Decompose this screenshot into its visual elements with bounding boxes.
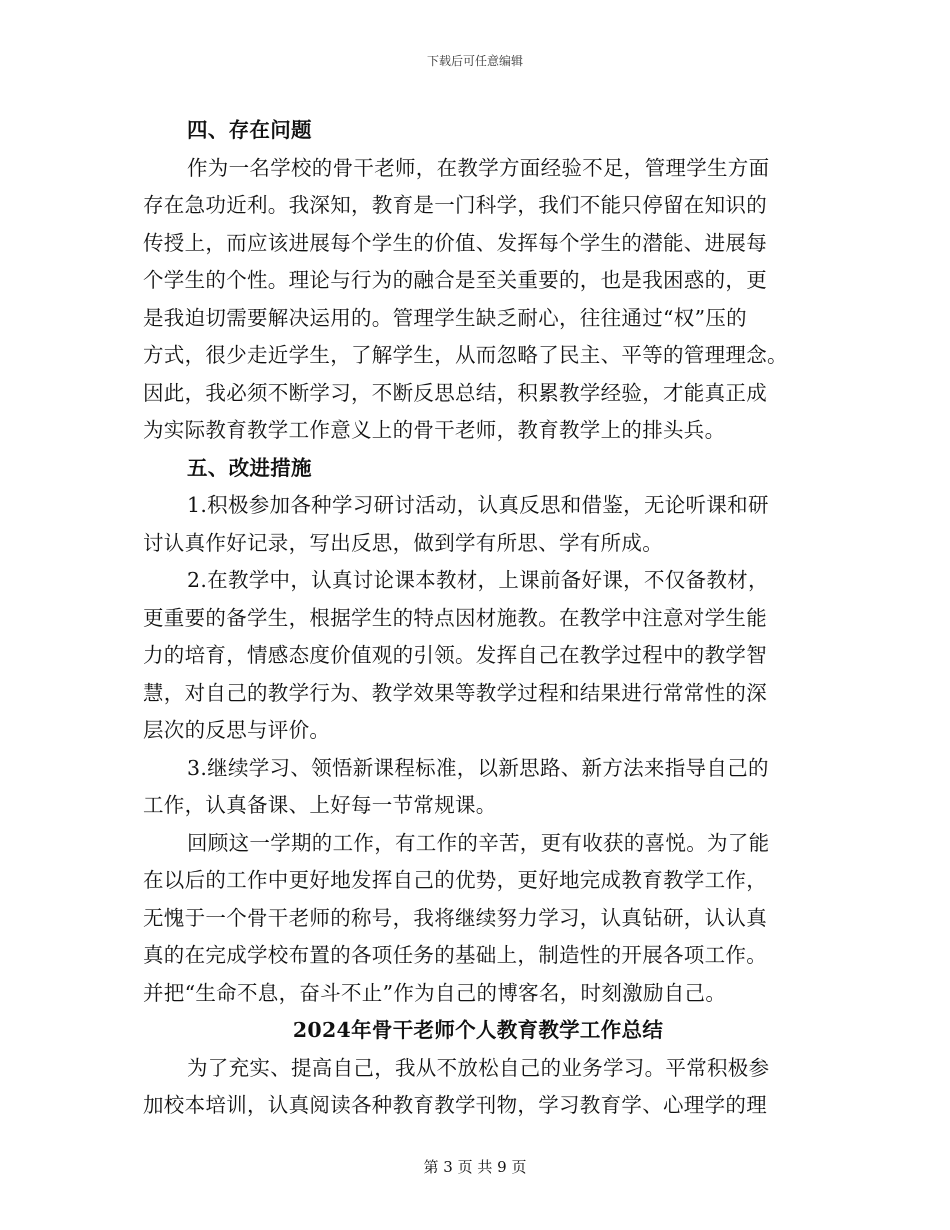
document-title: 2024年骨干老师个人教育教学工作总结	[292, 1018, 664, 1042]
list-item	[143, 562, 813, 750]
paragraph-line: 2.在教学中，认真讨论课本教材，上课前备好课，不仅备教材，	[187, 568, 769, 592]
paragraph-line: 为了充实、提高自己，我从不放松自己的业务学习。平常积极参	[187, 1055, 770, 1080]
paragraph-line: 加校本培训，认真阅读各种教育教学刊物，学习教育学、心理学的理	[143, 1093, 767, 1117]
paragraph	[143, 150, 813, 450]
paragraph-line: 真的在完成学校布置的各项任务的基础上，制造性的开展各项工作。	[143, 943, 767, 967]
paragraph-line: 1.积极参加各种学习研讨活动，认真反思和借鉴，无论听课和研	[187, 493, 769, 517]
paragraph-line: 传授上，而应该进展每个学生的价值、发挥每个学生的潜能、进展每	[143, 230, 767, 255]
paragraph-line: 并把“生命不息，奋斗不止”作为自己的博客名，时刻激励自己。	[143, 980, 727, 1005]
paragraph-line: 个学生的个性。理论与行为的融合是至关重要的，也是我困惑的，更	[143, 268, 767, 292]
paragraph-line: 无愧于一个骨干老师的称号，我将继续努力学习，认真钻研，认认真	[143, 905, 767, 930]
paragraph-line: 是我迫切需要解决运用的。管理学生缺乏耐心，往往通过“权”压的	[143, 305, 747, 330]
paragraph-line: 3.继续学习、领悟新课程标准，以新思路、新方法来指导自己的	[187, 755, 769, 780]
paragraph-line: 作为一名学校的骨干老师，在教学方面经验不足，管理学生方面	[187, 155, 770, 180]
section-heading: 五、改进措施	[187, 455, 312, 480]
paragraph-line: 回顾这一学期的工作，有工作的辛苦，更有收获的喜悦。为了能	[187, 830, 770, 855]
paragraph-line: 力的培育，情感态度价值观的引领。发挥自己在教学过程中的教学智	[143, 643, 767, 667]
list-item	[143, 750, 813, 825]
paragraph-line: 工作，认真备课、上好每一节常规课。	[143, 793, 497, 817]
section-heading: 四、存在问题	[187, 118, 312, 142]
paragraph-line: 层次的反思与评价。	[143, 718, 331, 742]
list-item	[143, 487, 813, 562]
paragraph-line: 方式，很少走近学生，了解学生，从而忽略了民主、平等的管理理念。	[143, 343, 788, 367]
page-number: 第 3 页 共 9 页	[423, 1158, 527, 1176]
paragraph-line: 讨认真作好记录，写出反思，做到学有所思、学有所成。	[143, 530, 663, 555]
paragraph-line: 在以后的工作中更好地发挥自己的优势，更好地完成教育教学工作，	[143, 868, 767, 892]
paragraph	[143, 1050, 813, 1125]
paragraph	[143, 825, 813, 1013]
paragraph-line: 慧，对自己的教学行为、教学效果等教学过程和结果进行常常性的深	[143, 680, 767, 705]
document-body	[143, 112, 813, 1125]
page-header-note: 下载后可任意编辑	[426, 54, 523, 68]
paragraph-line: 为实际教育教学工作意义上的骨干老师，教育教学上的排头兵。	[143, 418, 726, 442]
paragraph-line: 更重要的备学生，根据学生的特点因材施教。在教学中注意对学生能	[143, 605, 767, 630]
paragraph-line: 存在急功近利。我深知，教育是一门科学，我们不能只停留在知识的	[143, 193, 767, 217]
paragraph-line: 因此，我必须不断学习，不断反思总结，积累教学经验，才能真正成	[143, 380, 767, 405]
